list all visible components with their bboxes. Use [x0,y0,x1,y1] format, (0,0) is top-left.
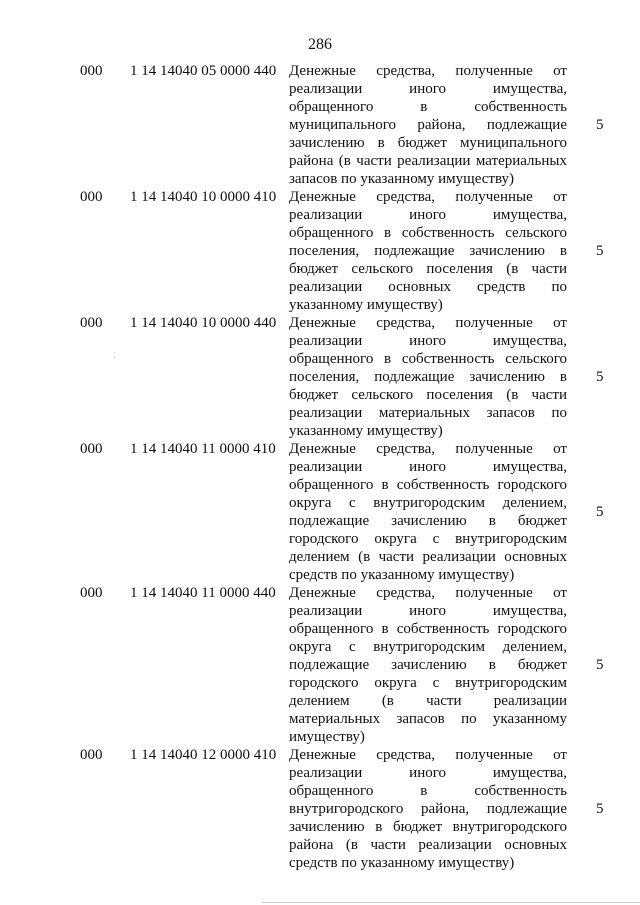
table-row [0,584,640,746]
table-row [0,188,640,314]
table-row [0,62,640,188]
revenue-description: Денежные средства, полученные от реализации иного имущества, обращенного в собственность внутригородского района, подлежащие зачислению в бюджет внутригородского района (в части реализации основных средств по указанному имуществу) [289,747,567,871]
revenue-description: Денежные средства, полученные от реализации иного имущества, обращенного в собственность городского округа с внутригородским делением, подлежащие зачислению в бюджет городского округа с внутригородским делением (в части реализации материальных запасов по указанному имуществу) [289,585,567,745]
table-row [0,746,640,872]
budget-classification-code: 1 14 14040 12 0000 410 [130,747,277,763]
admin-code: 000 [80,441,103,457]
admin-code: 000 [80,747,103,763]
admin-code: 000 [80,189,103,205]
scan-edge-line [262,902,640,903]
percent-value: 5 [596,504,604,520]
table-row [0,440,640,584]
percent-value: 5 [596,243,604,259]
budget-classification-code: 1 14 14040 11 0000 410 [130,441,276,457]
revenue-description: Денежные средства, полученные от реализации иного имущества, обращенного в собственность муниципального района, подлежащие зачислению в бюджет муниципального района (в части реализации материальных запасов по указанному имуществу) [289,63,567,187]
budget-classification-code: 1 14 14040 10 0000 410 [130,189,277,205]
admin-code: 000 [80,585,103,601]
percent-value: 5 [596,369,604,385]
budget-code-table [0,62,640,872]
revenue-description: Денежные средства, полученные от реализации иного имущества, обращенного в собственность сельского поселения, подлежащие зачислению в бюджет сельского поселения (в части реализации материальных запасов по указанному имуществу) [289,315,567,439]
admin-code: 000 [80,315,103,331]
scan-speck [114,357,115,358]
budget-classification-code: 1 14 14040 10 0000 440 [130,315,277,331]
budget-classification-code: 1 14 14040 05 0000 440 [130,63,277,79]
revenue-description: Денежные средства, полученные от реализации иного имущества, обращенного в собственность сельского поселения, подлежащие зачислению в бюджет сельского поселения (в части реализации основных средств по указанному имуществу) [289,189,567,313]
revenue-description: Денежные средства, полученные от реализации иного имущества, обращенного в собственность городского округа с внутригородским делением, подлежащие зачислению в бюджет городского округа с внутригородским делением (в части реализации основных средств по указанному имуществу) [289,441,567,583]
percent-value: 5 [596,801,604,817]
budget-classification-code: 1 14 14040 11 0000 440 [130,585,276,601]
admin-code: 000 [80,63,103,79]
table-row [0,314,640,440]
percent-value: 5 [596,117,604,133]
page-number: 286 [308,36,332,53]
percent-value: 5 [596,657,604,673]
